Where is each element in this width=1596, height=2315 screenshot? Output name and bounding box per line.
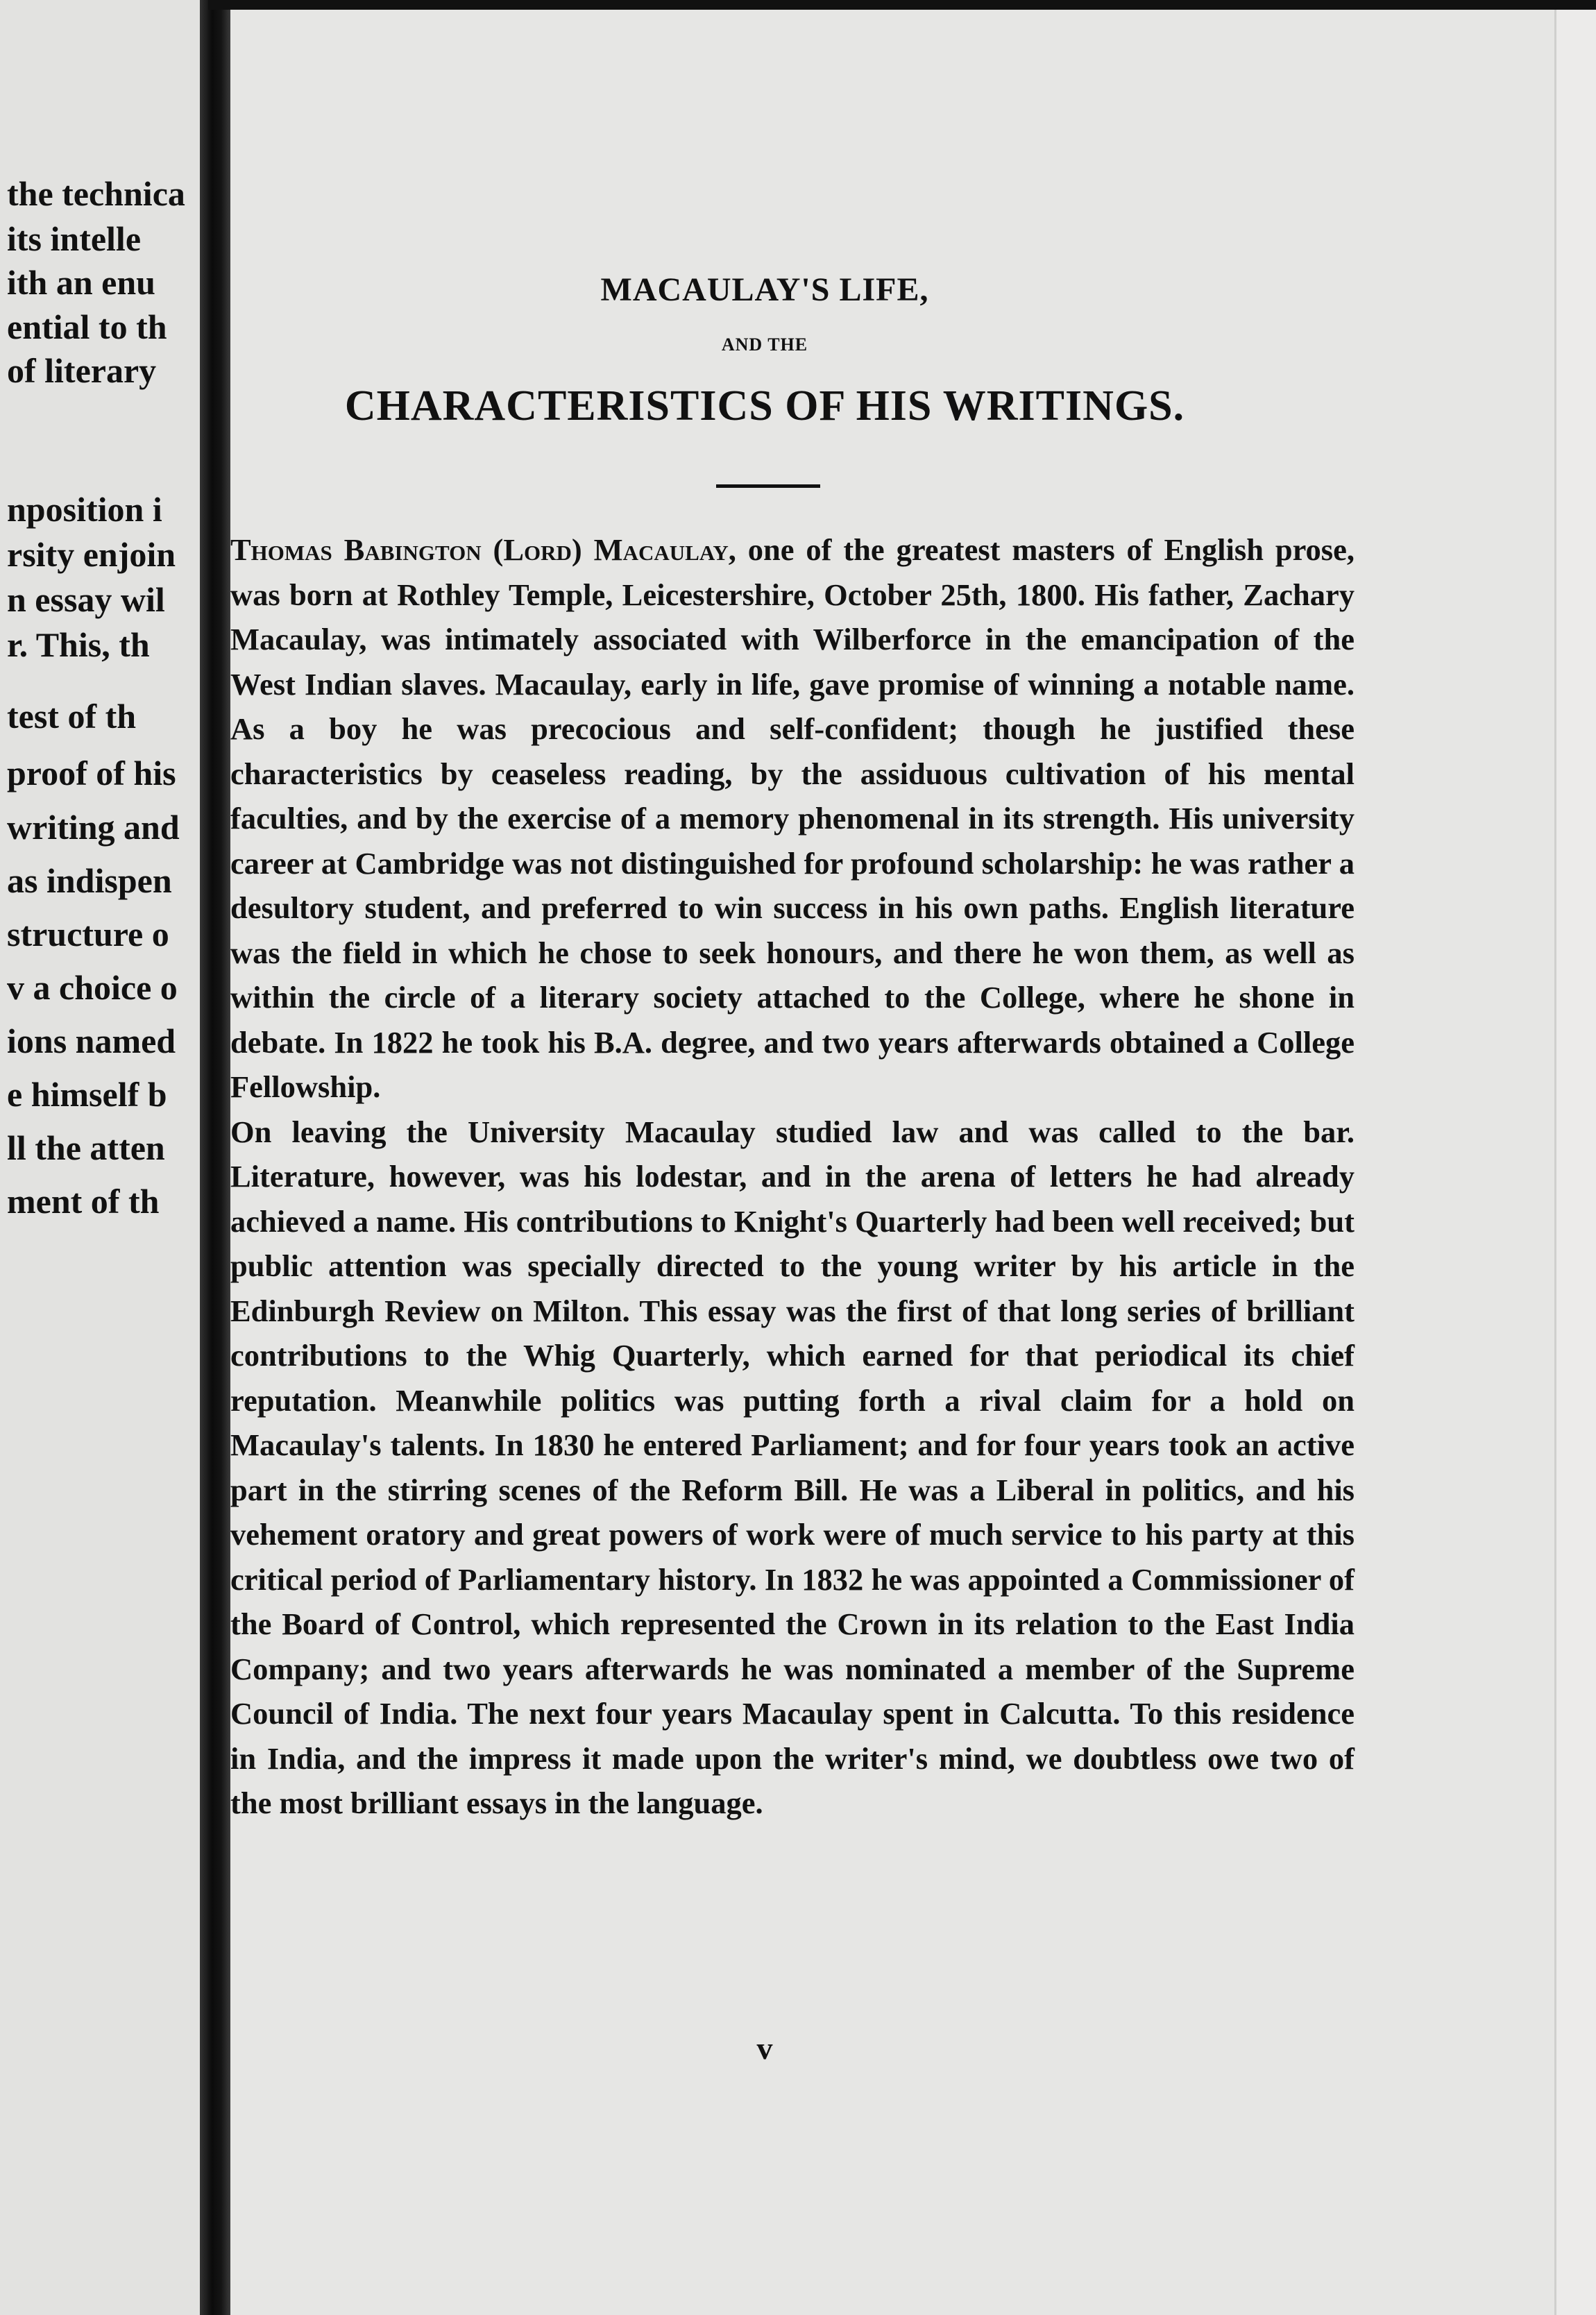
facing-page-line: writing and xyxy=(7,808,180,847)
page-edge xyxy=(1554,0,1596,2315)
main-page xyxy=(230,0,1554,2315)
heading-life: MACAULAY'S LIFE, xyxy=(600,271,929,308)
paragraph-1-lead: Thomas Babington (Lord) Macaulay xyxy=(230,532,729,567)
heading-characteristics: CHARACTERISTICS OF HIS WRITINGS. xyxy=(344,382,1185,430)
facing-page-line: of literary xyxy=(7,351,157,390)
facing-page-line: nposition i xyxy=(7,490,162,529)
paragraph-1 xyxy=(230,527,1355,1110)
facing-page-line: ential to th xyxy=(7,307,167,346)
book-gutter xyxy=(200,0,230,2315)
facing-page-line: as indispen xyxy=(7,861,172,900)
facing-page-line: test of th xyxy=(7,697,137,736)
facing-page-line: its intelle xyxy=(7,219,142,258)
facing-page-fragment xyxy=(0,0,208,2315)
paragraph-2: On leaving the University Macaulay studied law and was called to the bar. Literature, however, was his lodestar, and in the arena of letters he had already achieved a name. His contributions to Knight's Quarterly had been well received; but public attention was specially directed to the young writer by his article in the Edinburgh Review on Milton. This essay was the first of that long series of brilliant contributions to the Whig Quarterly, which earned for that periodical its chief reputation. Meanwhile politics was putting forth a rival claim for a hold on Macaulay's talents. In 1830 he entered Parliament; and for four years took an active part in the stirring scenes of the Reform Bill. He was a Liberal in politics, and his vehement oratory and great powers of work were of much service to his party at this critical period of Parliamentary history. In 1832 he was appointed a Commissioner of the Board of Control, which represented the Crown in its relation to the East India Company; and two years afterwards he was nominated a member of the Supreme Council of India. The next four years Macaulay spent in Calcutta. To this residence in India, and the impress it made upon the writer's mind, we doubtless owe two of the most brilliant essays in the language. xyxy=(230,1114,1355,1820)
facing-page-line: r. This, th xyxy=(7,625,150,664)
heading-divider xyxy=(716,484,820,488)
facing-page-line: ions named xyxy=(7,1021,176,1060)
facing-page-line: e himself b xyxy=(7,1075,167,1114)
page-number: v xyxy=(756,2030,773,2066)
top-shadow xyxy=(208,0,1596,10)
facing-page-line: v a choice o xyxy=(7,968,178,1007)
facing-page-line: rsity enjoin xyxy=(7,535,176,574)
facing-page-line: proof of his xyxy=(7,754,176,792)
facing-page-line: the technica xyxy=(7,174,185,213)
paragraph-1-text: , one of the greatest masters of English prose, was born at Rothley Temple, Leicestershire, October 25th, 1800. His father, Zachary Macaulay, was intimately associated with Wilberforce in the emancipation of the West Indian slaves. Macaulay, early in life, gave promise of winning a notable name. As a boy he was precocious and self-confident; though he justified these characteristics by ceaseless reading, by the assiduous cultivation of his mental faculties, and by the exercise of a memory phenomenal in its strength. His university career at Cambridge was not distinguished for profound scholarship: he was rather a desultory student, and preferred to win success in his own paths. English literature was the field in which he chose to seek honours, and there he won them, as well as within the circle of a literary society attached to the College, where he shone in debate. In 1822 he took his B.A. degree, and two years afterwards obtained a College Fellowship. xyxy=(230,532,1355,1104)
facing-page-line: ll the atten xyxy=(7,1128,165,1167)
heading-and-the: AND THE xyxy=(721,334,808,355)
facing-page-line: ment of th xyxy=(7,1182,160,1221)
facing-page-line: ith an enu xyxy=(7,263,155,302)
facing-page-line: structure o xyxy=(7,915,169,953)
body-text xyxy=(230,527,1355,1826)
facing-page-line: n essay wil xyxy=(7,580,165,619)
